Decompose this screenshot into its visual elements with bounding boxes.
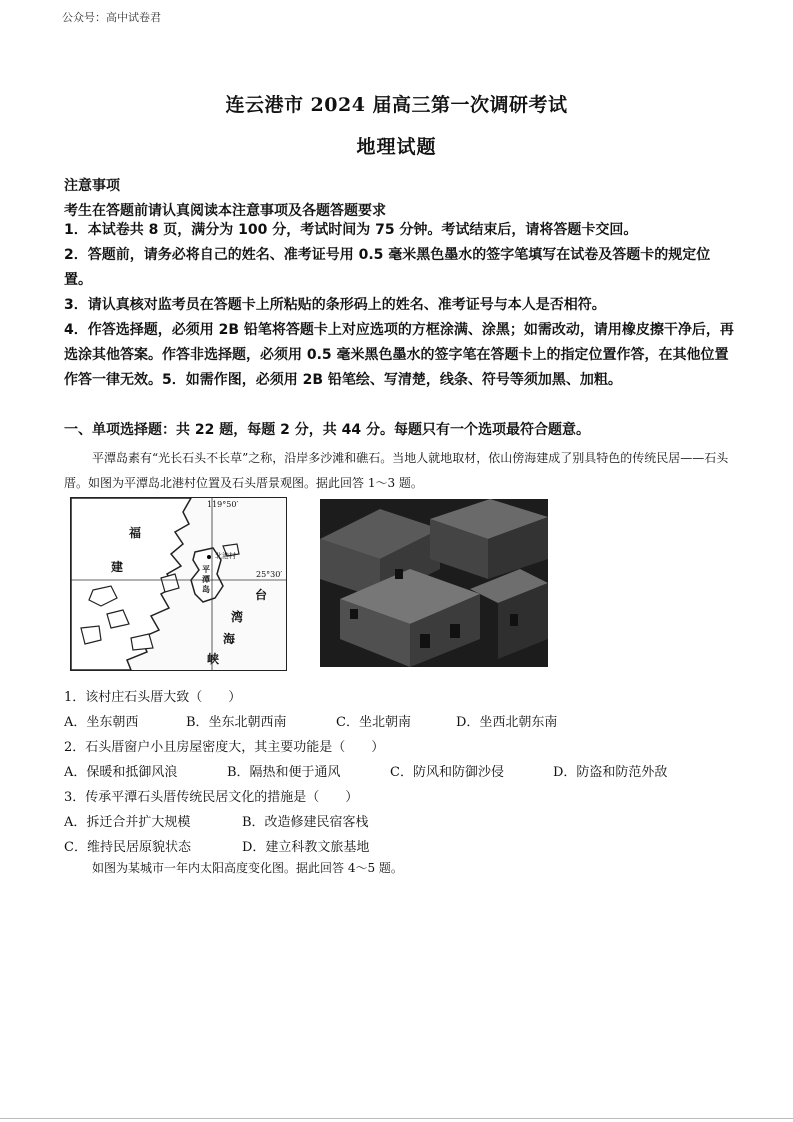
village-marker: [207, 555, 211, 559]
question-3-option[interactable]: D．建立科教文旅基地: [242, 840, 370, 855]
label-island-2: 潭: [202, 574, 210, 584]
notice-intro: 考生在答题前请认真阅读本注意事项及各题答题要求: [64, 203, 386, 219]
question-2-option[interactable]: C．防风和防御沙侵: [390, 765, 504, 780]
notice-heading: 注意事项: [64, 178, 120, 194]
exam-title: 连云港市 2024 届高三第一次调研考试: [225, 94, 568, 116]
question-2-option[interactable]: B．隔热和便于通风: [227, 765, 341, 780]
label-wan: 湾: [231, 610, 244, 624]
lat-label: 25°30′: [256, 570, 283, 579]
passage-1: 平潭岛素有“光长石头不长草”之称，沿岸多沙滩和礁石。当地人就地取材，依山傍海建成了别具特色的传统民居——石头厝。如图为平潭岛北港村位置及石头厝景观图。据此回答 1～3 题。: [64, 451, 729, 490]
question-3-options-row-1: [64, 811, 369, 830]
label-island-3: 岛: [202, 584, 210, 594]
section-heading: 一、单项选择题：共 22 题，每题 2 分，共 44 分。每题只有一个选项最符合题意。: [64, 422, 590, 438]
label-xia: 峡: [207, 652, 220, 666]
question-3-option[interactable]: B．改造修建民宿客栈: [242, 815, 369, 830]
lon-label: 119°50′: [207, 500, 239, 509]
location-map: [70, 497, 287, 671]
question-1-option[interactable]: A．坐东朝西: [64, 715, 139, 730]
question-3-option[interactable]: A．拆迁合并扩大规模: [64, 815, 191, 830]
notice-item: 4．作答选择题，必须用 2B 铅笔将答题卡上对应选项的方框涂满、涂黑；如需改动，请用橡皮擦干净后，再选涂其他答案。作答非选择题，必须用 0.5 毫米黑色墨水的签字笔在答题卡上的指定位置作答，在其他位置作答一律无效。5．如需作图，必须用 2B 铅笔绘、写清楚，线条、符号等须加黑、加粗。: [64, 322, 734, 388]
label-village: 北港村: [215, 552, 236, 560]
question-2-option[interactable]: A．保暖和抵御风浪: [64, 765, 178, 780]
question-3-option[interactable]: C．维持民居原貌状态: [64, 840, 191, 855]
page-bottom-rule: [0, 1118, 793, 1119]
question-2-stem: 2．石头厝窗户小且房屋密度大，其主要功能是（ ）: [64, 740, 385, 755]
label-fu: 福: [129, 526, 142, 540]
question-2-options: [64, 761, 667, 780]
question-3-stem: 3．传承平潭石头厝传统民居文化的措施是（ ）: [64, 790, 359, 805]
label-island-1: 平: [202, 564, 210, 574]
question-1-option[interactable]: D．坐西北朝东南: [456, 715, 558, 730]
stone-house-photo: [320, 499, 548, 667]
exam-subtitle: 地理试题: [356, 136, 437, 158]
question-3-options-row-2: [64, 836, 369, 855]
question-1-stem: 1．该村庄石头厝大致（ ）: [64, 690, 242, 705]
label-hai: 海: [223, 632, 236, 646]
label-tai: 台: [255, 588, 268, 602]
stone-house-image: [320, 499, 548, 667]
question-2-option[interactable]: D．防盗和防范外敌: [553, 765, 668, 780]
passage-2: 如图为某城市一年内太阳高度变化图。据此回答 4～5 题。: [92, 861, 403, 875]
question-1-option[interactable]: C．坐北朝南: [336, 715, 411, 730]
label-jian: 建: [111, 560, 124, 574]
question-1-options: [64, 711, 557, 730]
notice-item: 1．本试卷共 8 页，满分为 100 分，考试时间为 75 分钟。考试结束后，请将答题卡交回。: [64, 222, 638, 238]
notice-item: 2．答题前，请务必将自己的姓名、准考证号用 0.5 毫米黑色墨水的签字笔填写在试卷及答题卡的规定位置。: [64, 247, 711, 288]
notice-item: 3．请认真核对监考员在答题卡上所粘贴的条形码上的姓名、准考证号与本人是否相符。: [64, 297, 606, 313]
question-1-option[interactable]: B．坐东北朝西南: [186, 715, 287, 730]
header-note: 公众号：高中试卷君: [62, 11, 161, 24]
map-drawing: [71, 498, 286, 670]
